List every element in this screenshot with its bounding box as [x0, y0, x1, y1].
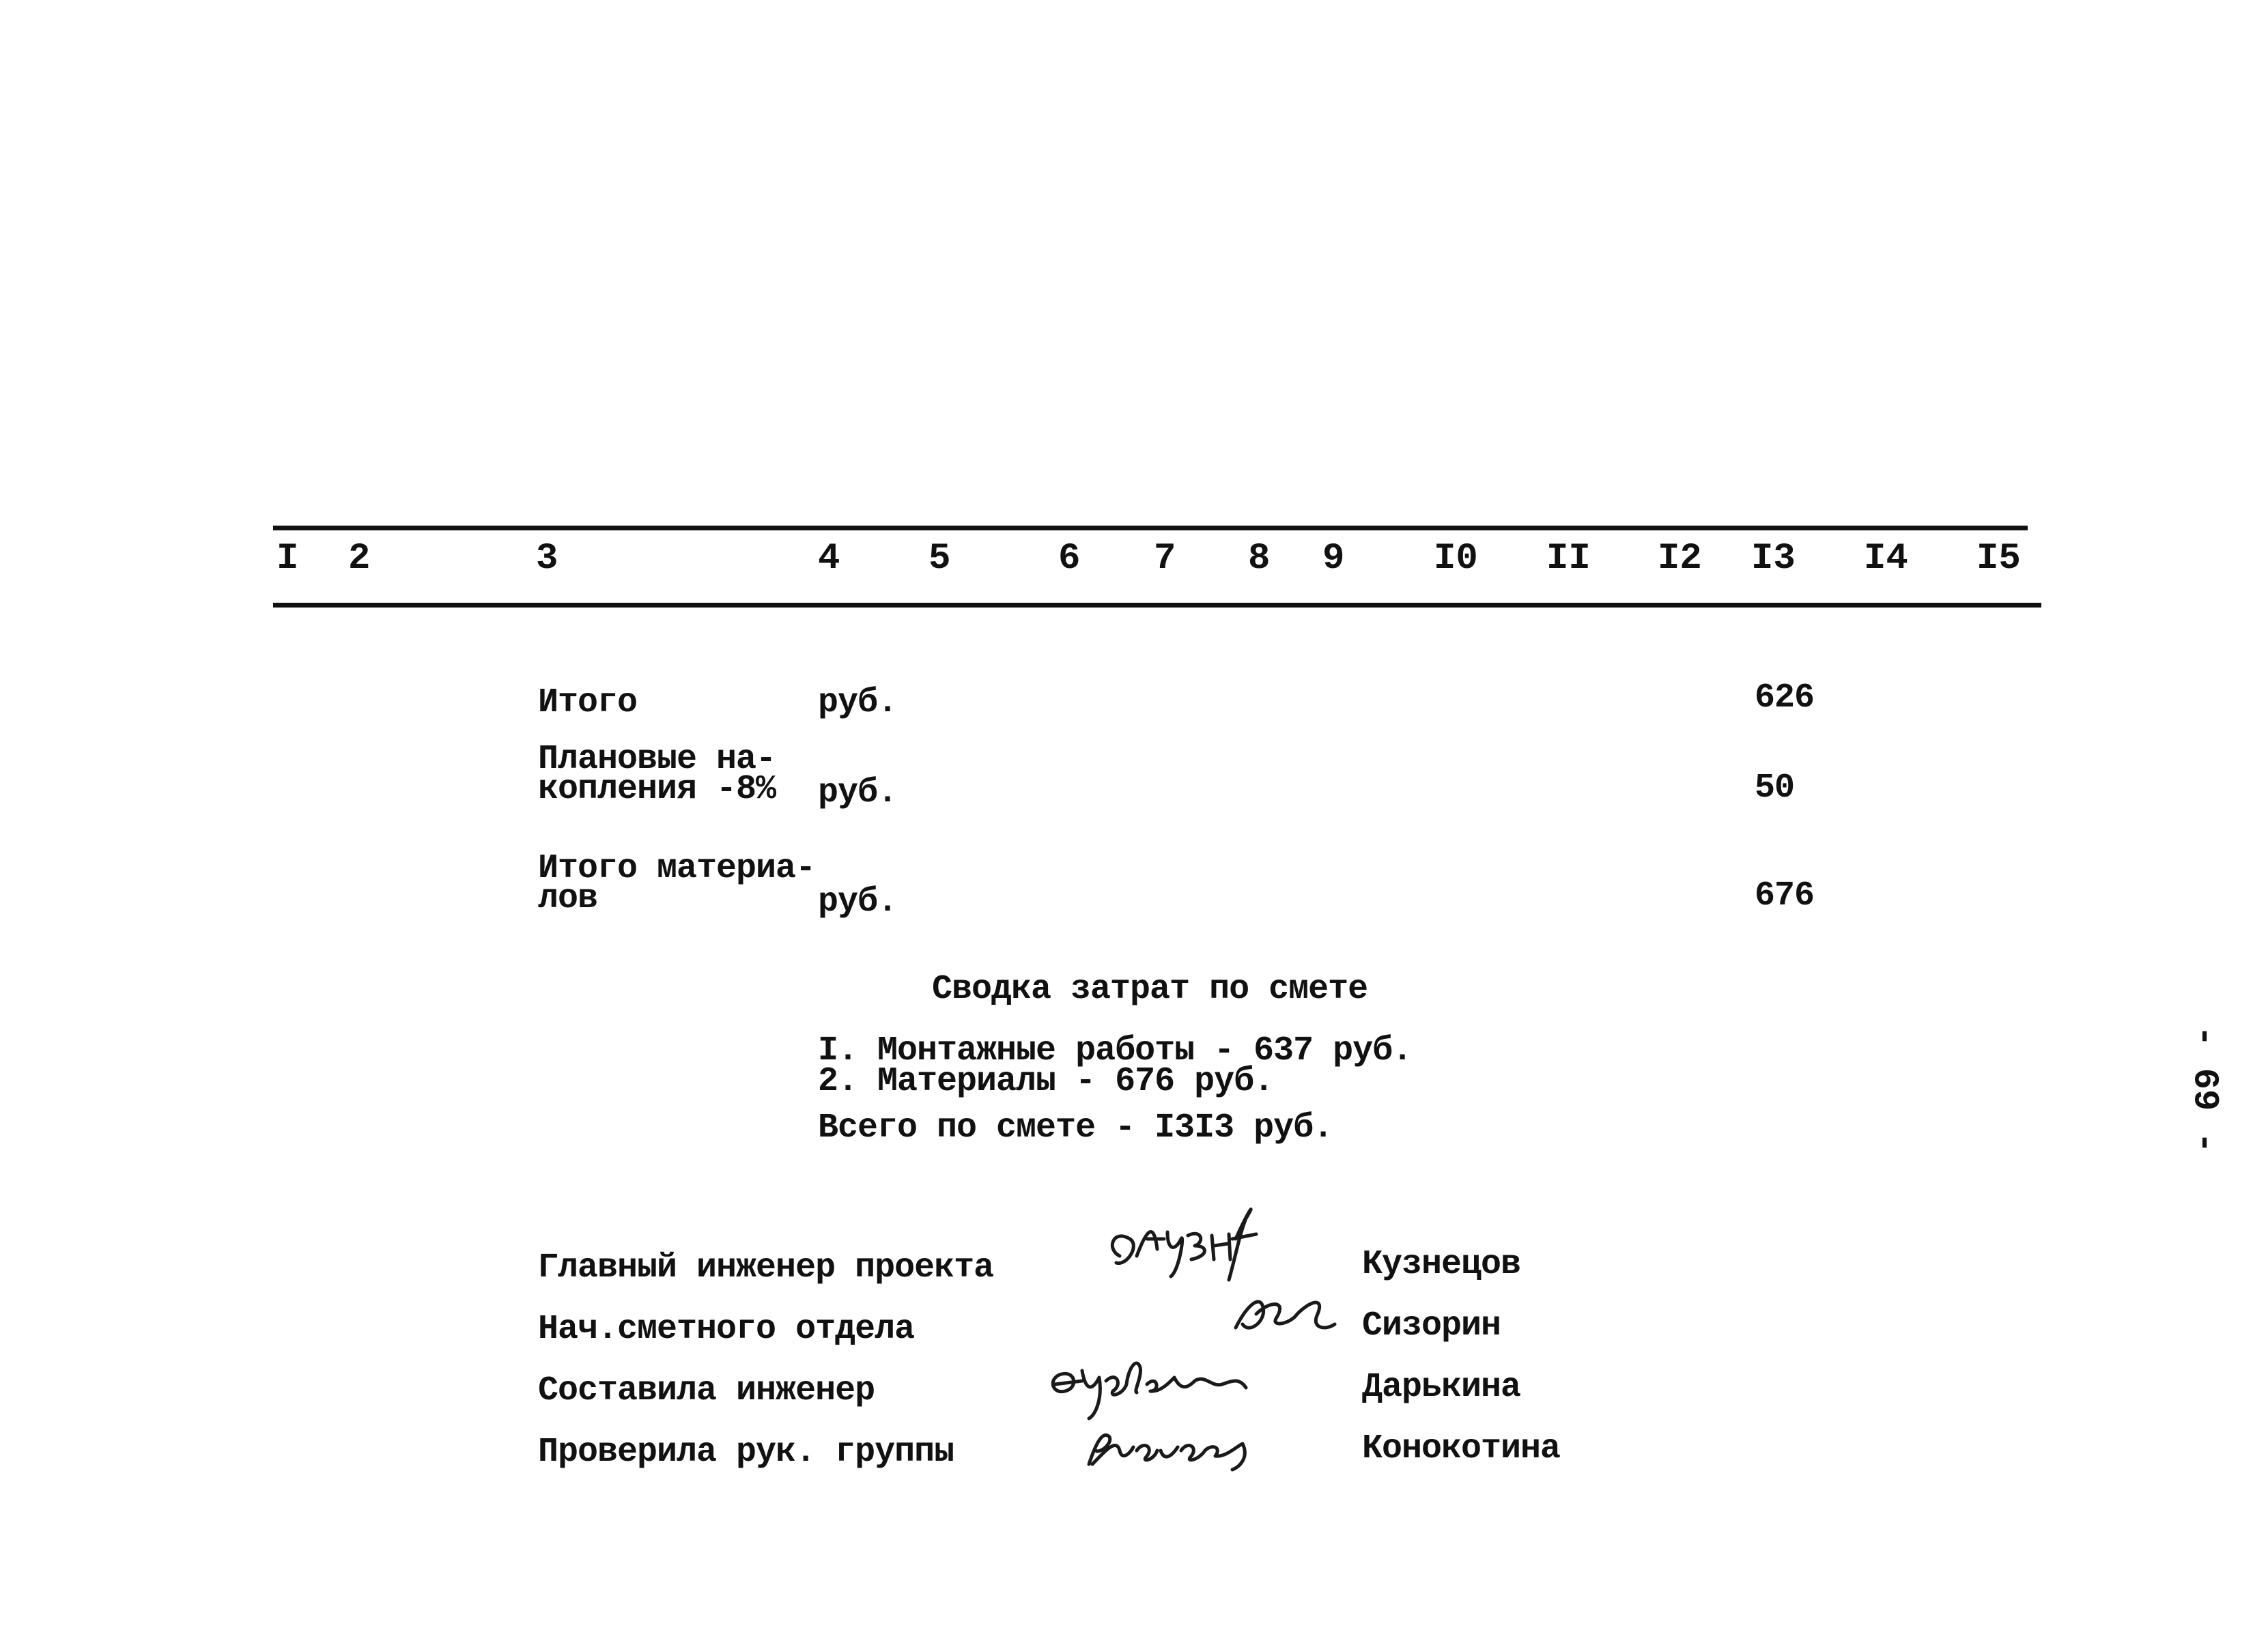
table-header-bottom-rule [273, 603, 2041, 608]
column-number: 2 [348, 538, 371, 580]
signer-name: Сизорин [1362, 1306, 1501, 1345]
summary-item: I. Монтажные работы - 637 руб. [818, 1031, 1413, 1070]
table-header-top-rule [273, 526, 2028, 530]
summary-total: Всего по смете - I3I3 руб. [818, 1109, 1333, 1147]
column-number: 8 [1248, 538, 1271, 580]
column-number: I3 [1751, 538, 1796, 580]
handwritten-signature [1068, 1416, 1287, 1485]
row-unit: руб. [818, 883, 898, 922]
column-number: 4 [818, 538, 840, 580]
column-number: I5 [1976, 538, 2021, 580]
summary-item: 2. Материалы - 676 руб. [818, 1062, 1274, 1101]
handwritten-signature [1099, 1201, 1263, 1290]
row-value: 626 [1755, 679, 1815, 717]
row-unit: руб. [818, 683, 898, 722]
column-number: I [277, 538, 299, 580]
signer-name: Дарькина [1362, 1368, 1521, 1407]
column-number: 3 [536, 538, 558, 580]
column-number: I2 [1658, 538, 1702, 580]
row-label: Итого [538, 683, 638, 722]
summary-title: Сводка затрат по смете [932, 970, 1368, 1009]
row-label: Плановые на- [538, 740, 776, 779]
signer-role: Составила инженер [538, 1371, 875, 1410]
row-label: копления -8% [538, 770, 776, 809]
column-number: 9 [1322, 538, 1345, 580]
column-number: 6 [1058, 538, 1081, 580]
row-value: 676 [1755, 876, 1815, 915]
row-label: Итого материа- [538, 849, 816, 888]
signer-role: Проверила рук. группы [538, 1433, 954, 1472]
handwritten-signature [1041, 1350, 1260, 1425]
handwritten-signature [1222, 1287, 1345, 1341]
signer-name: Кузнецов [1362, 1245, 1521, 1284]
page-number: - 69 - [2184, 1025, 2225, 1154]
signer-role: Главный инженер проекта [538, 1248, 994, 1287]
signer-name: Конокотина [1362, 1429, 1561, 1468]
column-number: 5 [929, 538, 951, 580]
column-number: II [1546, 538, 1591, 580]
column-number: 7 [1154, 538, 1176, 580]
column-number: I0 [1434, 538, 1478, 580]
row-label: лов [538, 879, 598, 918]
row-value: 50 [1755, 769, 1795, 808]
signer-role: Нач.сметного отдела [538, 1310, 915, 1349]
row-unit: руб. [818, 773, 898, 812]
column-number: I4 [1864, 538, 1908, 580]
